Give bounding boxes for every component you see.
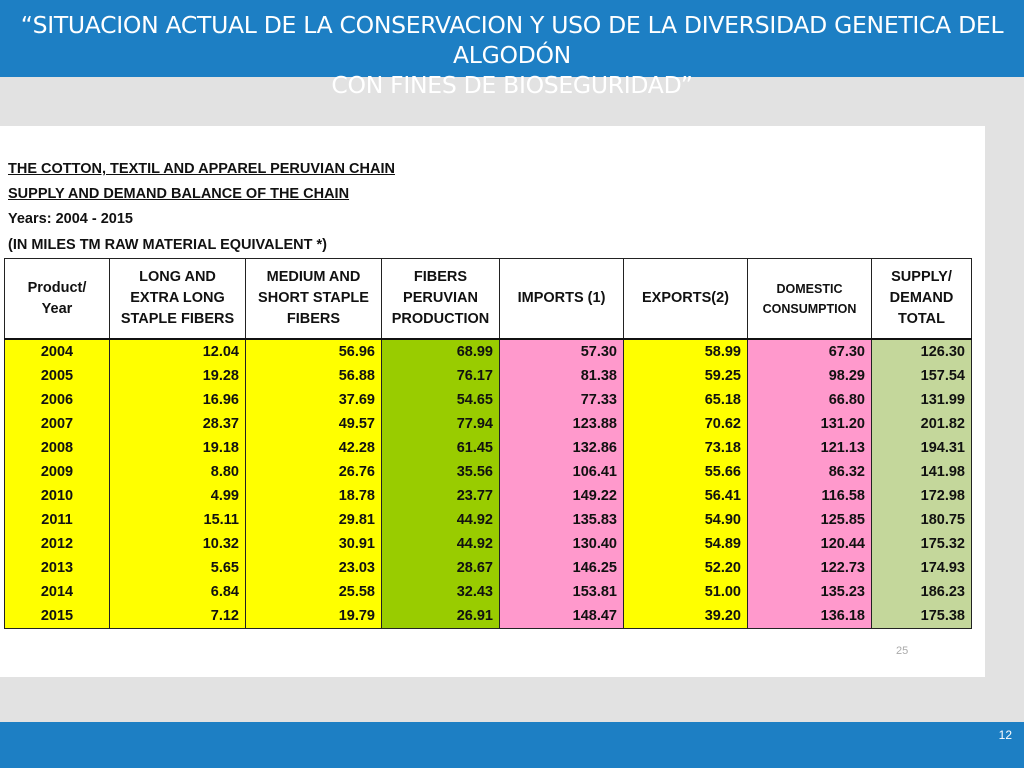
year-cell: 2010 [5, 484, 110, 508]
year-cell: 2011 [5, 508, 110, 532]
medium-staple-cell: 56.96 [246, 339, 382, 364]
production-cell: 23.77 [382, 484, 500, 508]
year-cell: 2015 [5, 604, 110, 629]
imports-cell: 146.25 [500, 556, 624, 580]
production-cell: 35.56 [382, 460, 500, 484]
total-cell: 201.82 [872, 412, 972, 436]
medium-staple-cell: 23.03 [246, 556, 382, 580]
table-body [5, 339, 972, 629]
table-row [5, 556, 972, 580]
production-cell: 44.92 [382, 508, 500, 532]
long-staple-cell: 12.04 [110, 339, 246, 364]
slide-title-line2: CON FINES DE BIOSEGURIDAD” [331, 71, 693, 99]
exports-cell: 54.89 [624, 532, 748, 556]
exports-cell: 70.62 [624, 412, 748, 436]
medium-staple-cell: 26.76 [246, 460, 382, 484]
production-cell: 61.45 [382, 436, 500, 460]
consumption-cell: 116.58 [748, 484, 872, 508]
exports-cell: 54.90 [624, 508, 748, 532]
imports-cell: 153.81 [500, 580, 624, 604]
long-staple-cell: 19.18 [110, 436, 246, 460]
medium-staple-cell: 30.91 [246, 532, 382, 556]
imports-cell: 57.30 [500, 339, 624, 364]
header-supply-demand-total: SUPPLY/ DEMAND TOTAL [872, 259, 972, 340]
consumption-cell: 131.20 [748, 412, 872, 436]
long-staple-cell: 19.28 [110, 364, 246, 388]
total-cell: 157.54 [872, 364, 972, 388]
header-domestic-consumption: DOMESTIC CONSUMPTION [748, 259, 872, 340]
production-cell: 28.67 [382, 556, 500, 580]
exports-cell: 55.66 [624, 460, 748, 484]
long-staple-cell: 10.32 [110, 532, 246, 556]
header-exports: EXPORTS(2) [624, 259, 748, 340]
total-cell: 180.75 [872, 508, 972, 532]
header-product-year: Product/ Year [5, 259, 110, 340]
table-row [5, 460, 972, 484]
doc-heading-chain: THE COTTON, TEXTIL AND APPAREL PERUVIAN CHAIN [8, 161, 395, 177]
total-cell: 175.32 [872, 532, 972, 556]
medium-staple-cell: 18.78 [246, 484, 382, 508]
doc-heading-units: (IN MILES TM RAW MATERIAL EQUIVALENT *) [8, 237, 327, 253]
header-fibers-production: FIBERS PERUVIAN PRODUCTION [382, 259, 500, 340]
long-staple-cell: 15.11 [110, 508, 246, 532]
production-cell: 32.43 [382, 580, 500, 604]
table-row [5, 604, 972, 629]
long-staple-cell: 8.80 [110, 460, 246, 484]
exports-cell: 52.20 [624, 556, 748, 580]
total-cell: 175.38 [872, 604, 972, 629]
production-cell: 44.92 [382, 532, 500, 556]
consumption-cell: 136.18 [748, 604, 872, 629]
exports-cell: 58.99 [624, 339, 748, 364]
year-cell: 2013 [5, 556, 110, 580]
consumption-cell: 66.80 [748, 388, 872, 412]
year-cell: 2004 [5, 339, 110, 364]
consumption-cell: 122.73 [748, 556, 872, 580]
consumption-cell: 121.13 [748, 436, 872, 460]
imports-cell: 81.38 [500, 364, 624, 388]
long-staple-cell: 16.96 [110, 388, 246, 412]
medium-staple-cell: 25.58 [246, 580, 382, 604]
total-cell: 194.31 [872, 436, 972, 460]
medium-staple-cell: 29.81 [246, 508, 382, 532]
footer-bar [0, 722, 1024, 768]
exports-cell: 73.18 [624, 436, 748, 460]
year-cell: 2012 [5, 532, 110, 556]
slide-title [0, 0, 1024, 100]
inner-page-number: 25 [896, 645, 909, 657]
doc-heading-balance: SUPPLY AND DEMAND BALANCE OF THE CHAIN [8, 186, 350, 202]
medium-staple-cell: 19.79 [246, 604, 382, 629]
table-row [5, 388, 972, 412]
total-cell: 126.30 [872, 339, 972, 364]
year-cell: 2014 [5, 580, 110, 604]
consumption-cell: 98.29 [748, 364, 872, 388]
production-cell: 76.17 [382, 364, 500, 388]
exports-cell: 59.25 [624, 364, 748, 388]
long-staple-cell: 5.65 [110, 556, 246, 580]
long-staple-cell: 6.84 [110, 580, 246, 604]
total-cell: 131.99 [872, 388, 972, 412]
slide-title-line1: “SITUACION ACTUAL DE LA CONSERVACION Y USO DE LA DIVERSIDAD GENETICA DEL ALGODÓN [20, 11, 1004, 69]
table-row [5, 532, 972, 556]
total-cell: 174.93 [872, 556, 972, 580]
imports-cell: 130.40 [500, 532, 624, 556]
table-row [5, 484, 972, 508]
year-cell: 2008 [5, 436, 110, 460]
year-cell: 2009 [5, 460, 110, 484]
exports-cell: 65.18 [624, 388, 748, 412]
supply-demand-table [4, 258, 972, 629]
production-cell: 68.99 [382, 339, 500, 364]
exports-cell: 56.41 [624, 484, 748, 508]
header-imports: IMPORTS (1) [500, 259, 624, 340]
imports-cell: 77.33 [500, 388, 624, 412]
year-cell: 2007 [5, 412, 110, 436]
table-row [5, 508, 972, 532]
medium-staple-cell: 37.69 [246, 388, 382, 412]
total-cell: 141.98 [872, 460, 972, 484]
slide-number: 12 [998, 728, 1012, 742]
header-long-staple: LONG AND EXTRA LONG STAPLE FIBERS [110, 259, 246, 340]
year-cell: 2006 [5, 388, 110, 412]
year-cell: 2005 [5, 364, 110, 388]
long-staple-cell: 4.99 [110, 484, 246, 508]
table-row [5, 436, 972, 460]
medium-staple-cell: 49.57 [246, 412, 382, 436]
imports-cell: 135.83 [500, 508, 624, 532]
production-cell: 26.91 [382, 604, 500, 629]
header-medium-staple: MEDIUM AND SHORT STAPLE FIBERS [246, 259, 382, 340]
consumption-cell: 135.23 [748, 580, 872, 604]
imports-cell: 149.22 [500, 484, 624, 508]
exports-cell: 39.20 [624, 604, 748, 629]
imports-cell: 123.88 [500, 412, 624, 436]
medium-staple-cell: 56.88 [246, 364, 382, 388]
production-cell: 77.94 [382, 412, 500, 436]
exports-cell: 51.00 [624, 580, 748, 604]
imports-cell: 148.47 [500, 604, 624, 629]
total-cell: 186.23 [872, 580, 972, 604]
table-row [5, 412, 972, 436]
production-cell: 54.65 [382, 388, 500, 412]
medium-staple-cell: 42.28 [246, 436, 382, 460]
imports-cell: 132.86 [500, 436, 624, 460]
imports-cell: 106.41 [500, 460, 624, 484]
long-staple-cell: 28.37 [110, 412, 246, 436]
table-header-row [5, 259, 972, 340]
consumption-cell: 86.32 [748, 460, 872, 484]
consumption-cell: 120.44 [748, 532, 872, 556]
consumption-cell: 67.30 [748, 339, 872, 364]
table-row [5, 364, 972, 388]
consumption-cell: 125.85 [748, 508, 872, 532]
total-cell: 172.98 [872, 484, 972, 508]
title-bar [0, 0, 1024, 99]
long-staple-cell: 7.12 [110, 604, 246, 629]
table-row [5, 339, 972, 364]
table-row [5, 580, 972, 604]
doc-heading-years: Years: 2004 - 2015 [8, 211, 133, 227]
